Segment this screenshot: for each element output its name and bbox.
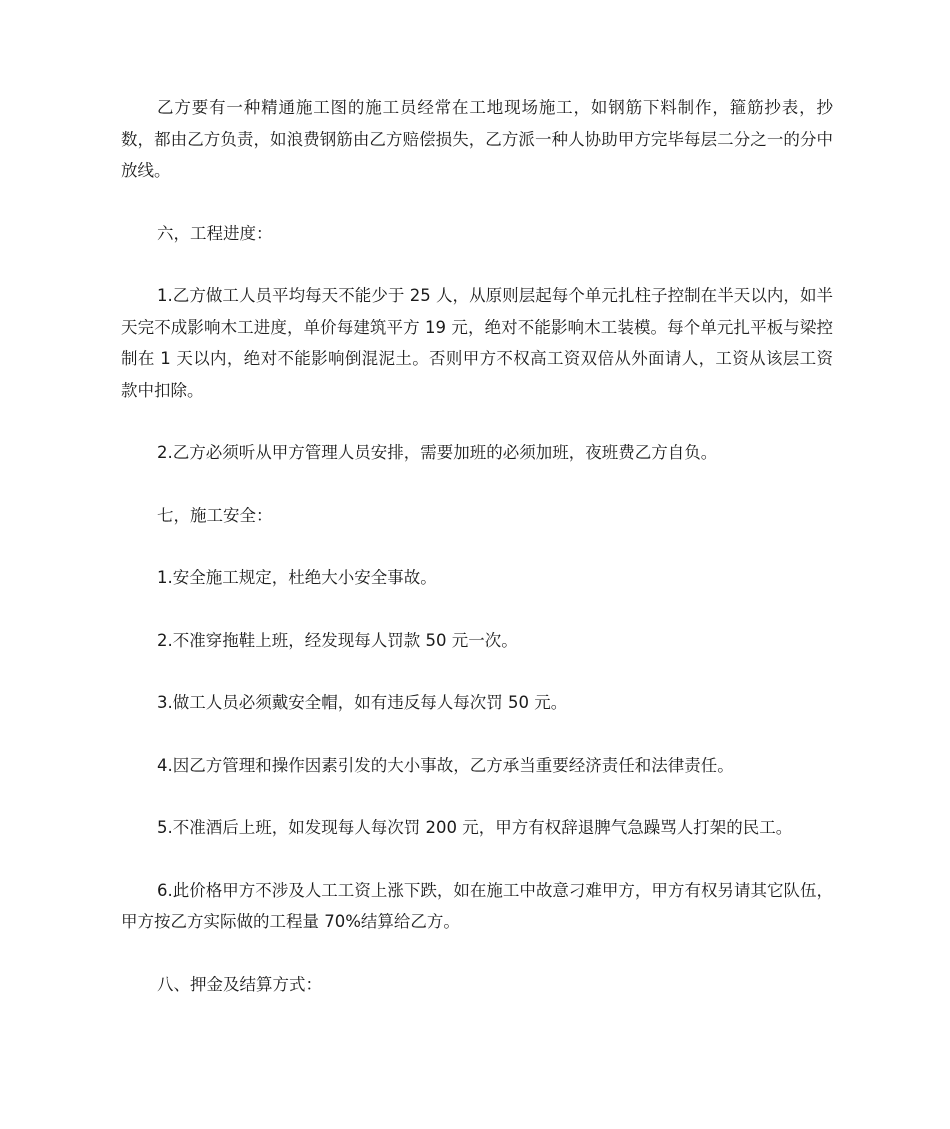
paragraph-safety-item-6: 6.此价格甲方不涉及人工工资上涨下跌，如在施工中故意刁难甲方，甲方有权另请其它队伍，甲方按乙方实际做的工程量 70%结算给乙方。 xyxy=(121,880,833,931)
paragraph-safety-item-3: 3.做工人员必须戴安全帽，如有违反每人每次罚 50 元。 xyxy=(157,693,568,712)
paragraph-safety-item-2: 2.不准穿拖鞋上班，经发现每人罚款 50 元一次。 xyxy=(157,630,518,650)
section-heading-progress: 六，工程进度： xyxy=(157,223,273,243)
paragraph-safety-item-4: 4.因乙方管理和操作因素引发的大小事故，乙方承当重要经济责任和法律责任。 xyxy=(157,755,734,775)
document-body xyxy=(121,92,833,1031)
paragraph-progress-item-1: 1.乙方做工人员平均每天不能少于 25 人，从原则层起每个单元扎柱子控制在半天以内，如半天完不成影响木工进度，单价每建筑平方 19 元，绝对不能影响木工装模。每个单元扎平板与梁控制在 1 天以内，绝对不能影响倒混泥土。否则甲方不权高工资双倍从外面请人，工资从该层工资款中扣除。 xyxy=(121,286,833,400)
section-heading-deposit-settlement: 八、押金及结算方式： xyxy=(157,974,322,994)
paragraph-progress-item-2: 2.乙方必须听从甲方管理人员安排，需要加班的必须加班，夜班费乙方自负。 xyxy=(157,443,718,462)
paragraph-safety-item-5: 5.不准酒后上班，如发现每人每次罚 200 元，甲方有权辞退脾气急躁骂人打架的民工。 xyxy=(157,818,793,837)
paragraph-site-construction-staff: 乙方要有一种精通施工图的施工员经常在工地现场施工，如钢筋下料制作，箍筋抄表，抄数，都由乙方负责，如浪费钢筋由乙方赔偿损失，乙方派一种人协助甲方完毕每层二分之一的分中放线。 xyxy=(121,98,833,180)
paragraph-safety-item-1: 1.安全施工规定，杜绝大小安全事故。 xyxy=(157,568,437,587)
section-heading-safety: 七，施工安全： xyxy=(157,505,273,525)
